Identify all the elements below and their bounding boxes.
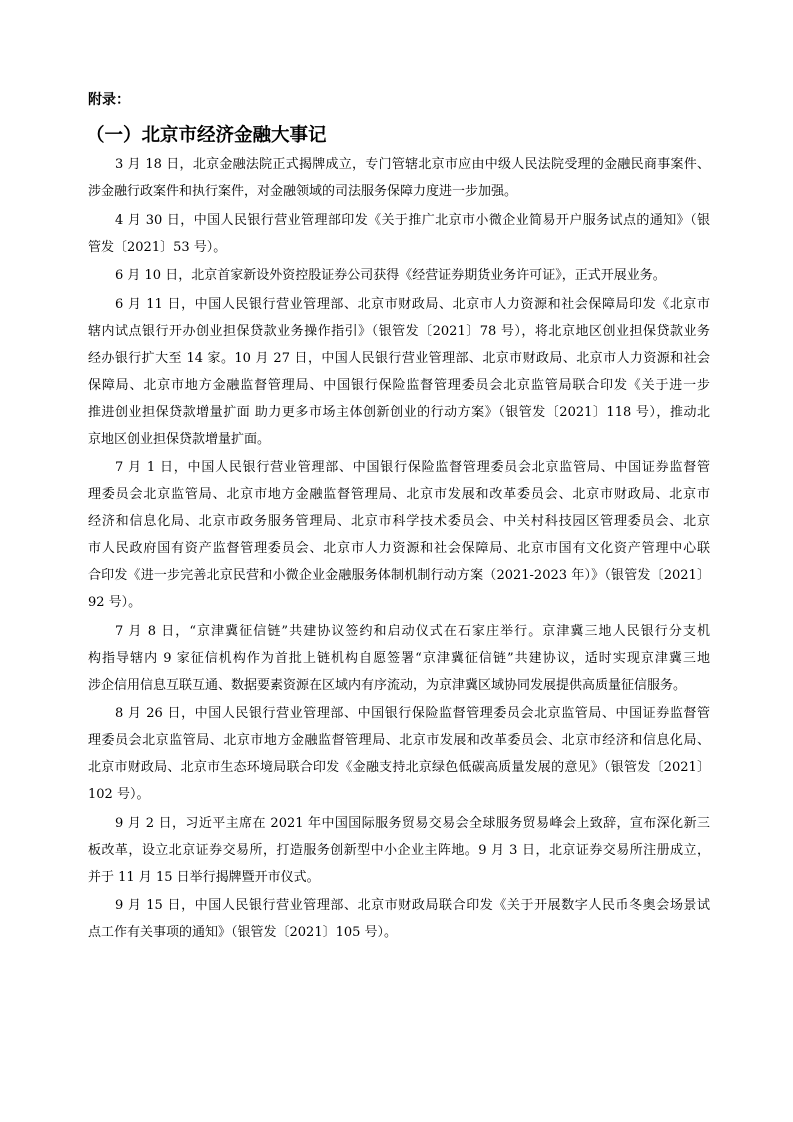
event-text-line: 理委员会北京监管局、北京市地方金融监督管理局、北京市发展和改革委员会、北京市财政局、北京市: [88, 487, 710, 502]
event-text-line: 经济和信息化局、北京市政务服务管理局、北京市科学技术委员会、中关村科技园区管理委员会、北京: [88, 514, 710, 529]
event-text-line: 推进创业担保贷款增量扩面 助力更多市场主体创新创业的行动方案》（银管发〔2021〕118 号），推动北: [88, 404, 710, 420]
events-body: [88, 151, 710, 948]
event-text-line: 6 月 10 日，北京首家新设外资控股证券公司获得《经营证券期货业务许可证》，正式开展业务。: [115, 268, 666, 283]
event-text-line: 涉企信用信息互联互通、数据要素资源在区域内有序流动，为京津冀区域协同发展提供高质量征信服务。: [88, 677, 687, 693]
event-text-line: 涉金融行政案件和执行案件，对金融领域的司法服务保障力度进一步加强。: [88, 184, 518, 199]
event-text-line: 9 月 15 日，中国人民银行营业管理部、北京市财政局联合印发《关于开展数字人民币冬奥会场景试: [115, 898, 710, 913]
event-text-line: 9 月 2 日，习近平主席在 2021 年中国国际服务贸易交易会全球服务贸易峰会上致辞，宣布深化新三: [115, 815, 710, 831]
event-text-line: 辖内试点银行开办创业担保贷款业务操作指引》（银管发〔2021〕78 号），将北京地区创业担保贷款业务: [88, 323, 710, 339]
event-text-line: 管发〔2021〕53 号）。: [88, 239, 227, 255]
event-text-line: 经办银行扩大至 14 家。10 月 27 日，中国人民银行营业管理部、北京市财政局、北京市人力资源和社会: [88, 350, 710, 366]
event-text-line: 板改革，设立北京证券交易所，打造服务创新型中小企业主阵地。9 月 3 日，北京证券交易所注册成立，: [88, 842, 710, 858]
event-paragraph: [88, 207, 710, 261]
event-text-line: 市人民政府国有资产监督管理委员会、北京市人力资源和社会保障局、北京市国有文化资产管理中心联: [88, 541, 710, 556]
event-paragraph: [88, 618, 710, 699]
event-paragraph: [88, 892, 710, 946]
event-text-line: 4 月 30 日，中国人民银行营业管理部印发《关于推广北京市小微企业简易开户服务试点的通知》（银: [115, 212, 710, 228]
event-paragraph: [88, 454, 710, 616]
event-text-line: 保障局、北京市地方金融监督管理局、中国银行保险监督管理委员会北京监管局联合印发《关于进一步: [88, 377, 710, 393]
event-text-line: 并于 11 月 15 日举行揭牌暨开市仪式。: [88, 869, 320, 885]
event-paragraph: [88, 291, 710, 453]
event-text-line: 点工作有关事项的通知》（银管发〔2021〕105 号）。: [88, 925, 398, 940]
event-text-line: 合印发《进一步完善北京民营和小微企业金融服务体制机制行动方案（2021-2023 年）》（银管发〔2021〕: [88, 568, 710, 583]
event-text-line: 构指导辖内 9 家征信机构作为首批上链机构自愿签署“京津冀征信链”共建协议，适时实现京津冀三地: [88, 650, 710, 666]
event-text-line: 7 月 1 日，中国人民银行营业管理部、中国银行保险监督管理委员会北京监管局、中国证券监督管: [115, 460, 710, 475]
section-title: （一）北京市经济金融大事记: [86, 125, 327, 146]
event-paragraph: [88, 262, 710, 289]
event-paragraph: [88, 700, 710, 808]
event-text-line: 6 月 11 日，中国人民银行营业管理部、北京市财政局、北京市人力资源和社会保障局印发《北京市: [115, 296, 710, 312]
event-paragraph: [88, 810, 710, 891]
event-text-line: 8 月 26 日，中国人民银行营业管理部、中国银行保险监督管理委员会北京监管局、中国证券监督管: [115, 706, 710, 721]
event-paragraph: [88, 151, 710, 205]
event-text-line: 3 月 18 日，北京金融法院正式揭牌成立，专门管辖北京市应由中级人民法院受理的金融民商事案件、: [115, 157, 710, 172]
event-text-line: 京地区创业担保贷款增量扩面。: [88, 431, 271, 447]
event-text-line: 理委员会北京监管局、北京市地方金融监督管理局、北京市发展和改革委员会、北京市经济和信息化局、: [88, 733, 710, 748]
event-text-line: 7 月 8 日，“京津冀征信链”共建协议签约和启动仪式在石家庄举行。京津冀三地人民银行分支机: [115, 623, 710, 639]
appendix-label: 附录：: [88, 92, 130, 108]
event-text-line: 102 号）。: [88, 787, 150, 802]
event-text-line: 北京市财政局、北京市生态环境局联合印发《金融支持北京绿色低碳高质量发展的意见》（银管发〔2021〕: [88, 760, 710, 775]
event-text-line: 92 号）。: [88, 595, 142, 610]
